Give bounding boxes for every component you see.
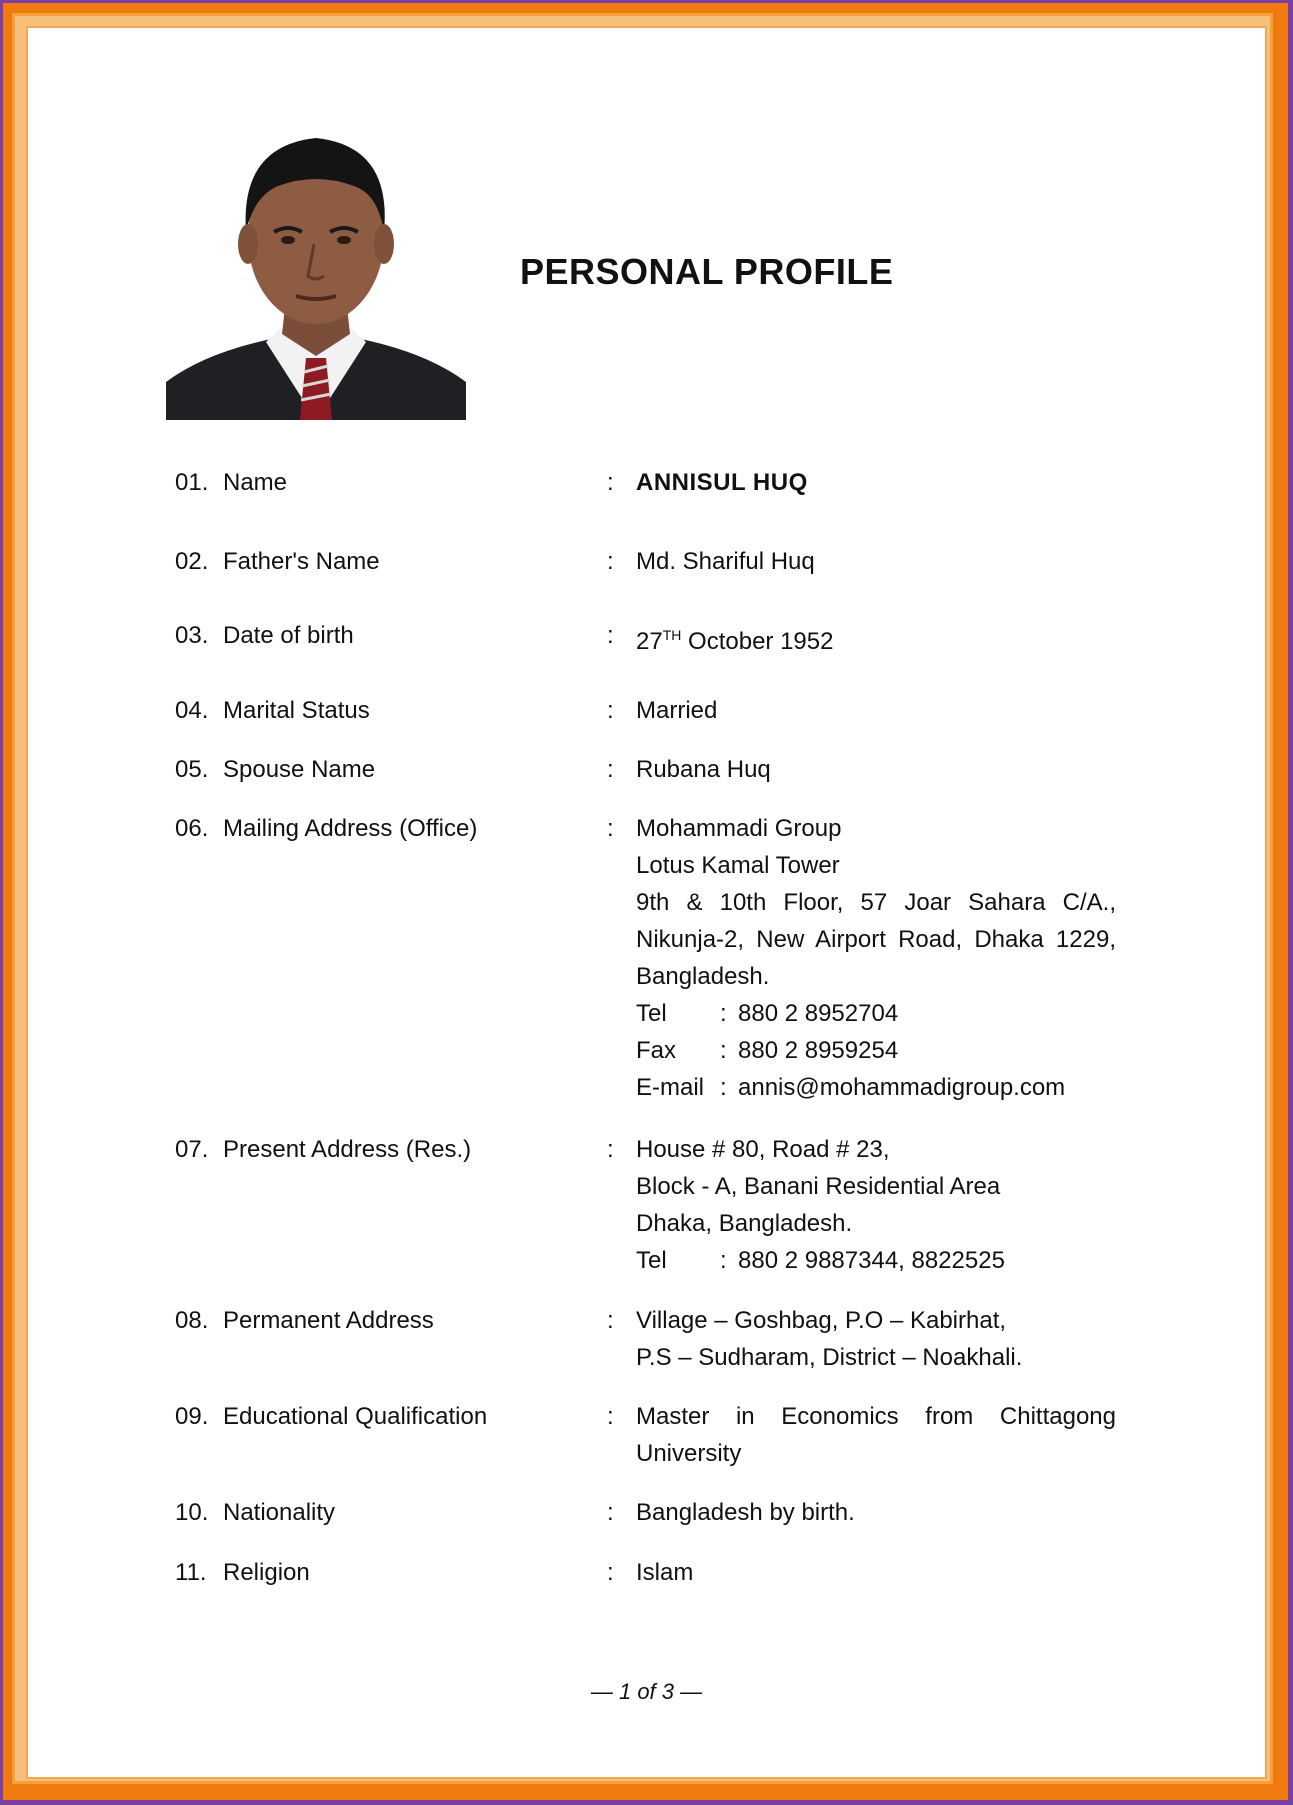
field-colon: : <box>607 697 614 724</box>
field-colon: : <box>607 1403 614 1430</box>
field-value: Md. Shariful Huq <box>636 548 815 575</box>
field-colon: : <box>607 1499 614 1526</box>
contact-label: Tel <box>636 1247 667 1274</box>
contact-tel <box>636 1242 1116 1279</box>
field-colon: : <box>607 1559 614 1586</box>
field-value: Rubana Huq <box>636 756 771 783</box>
field-number: 05. <box>175 756 209 783</box>
field-label: Educational Qualification <box>223 1403 488 1430</box>
field-label: Mailing Address (Office) <box>223 815 478 842</box>
dob-ordinal: TH <box>662 627 682 643</box>
field-number: 03. <box>175 622 209 649</box>
address-line: Village – Goshbag, P.O – Kabirhat, <box>636 1307 1007 1334</box>
address-line: Bangladesh. <box>636 963 770 990</box>
field-number: 02. <box>175 548 209 575</box>
field-label: Permanent Address <box>223 1307 434 1334</box>
field-colon: : <box>607 622 614 649</box>
field-label: Religion <box>223 1559 310 1586</box>
field-number: 04. <box>175 697 209 724</box>
contact-value: 880 2 9887344, 8822525 <box>738 1247 1005 1274</box>
contact-tel <box>636 995 1116 1032</box>
field-value: ANNISUL HUQ <box>636 469 808 496</box>
page-number: — 1 of 3 — <box>590 1679 703 1704</box>
field-number: 09. <box>175 1403 209 1430</box>
contact-colon: : <box>720 1074 727 1101</box>
address-line: P.S – Sudharam, District – Noakhali. <box>636 1344 1023 1371</box>
field-value: Married <box>636 697 718 724</box>
contact-value: annis@mohammadigroup.com <box>738 1074 1066 1101</box>
field-value <box>636 810 1116 1106</box>
contact-label: Tel <box>636 1000 667 1027</box>
field-number: 06. <box>175 815 209 842</box>
contact-label: Fax <box>636 1037 677 1064</box>
contact-colon: : <box>720 1037 727 1064</box>
dob-day: 27 <box>636 628 663 655</box>
contact-email <box>636 1069 1116 1106</box>
address-line: 9th & 10th Floor, 57 Joar Sahara C/A., <box>636 889 1116 916</box>
field-value <box>636 617 1116 660</box>
field-value <box>636 1398 1116 1472</box>
address-line: Mohammadi Group <box>636 815 842 842</box>
field-colon: : <box>607 548 614 575</box>
field-label: Present Address (Res.) <box>223 1136 472 1163</box>
field-value: Bangladesh by birth. <box>636 1499 855 1526</box>
contact-colon: : <box>720 1247 727 1274</box>
address-line: Nikunja-2, New Airport Road, Dhaka 1229, <box>636 926 1116 953</box>
field-value <box>636 1302 1116 1376</box>
field-label: Father's Name <box>223 548 380 575</box>
field-number: 08. <box>175 1307 209 1334</box>
field-label: Date of birth <box>223 622 354 649</box>
dob-month-year: October 1952 <box>681 628 834 655</box>
address-line: Lotus Kamal Tower <box>636 852 840 879</box>
contact-value: 880 2 8959254 <box>738 1037 899 1064</box>
field-label: Name <box>223 469 288 496</box>
contact-colon: : <box>720 1000 727 1027</box>
page-title: PERSONAL PROFILE <box>520 251 894 292</box>
field-colon: : <box>607 469 614 496</box>
field-value <box>636 1131 1116 1279</box>
contact-fax <box>636 1032 1116 1069</box>
address-line: Block - A, Banani Residential Area <box>636 1173 1001 1200</box>
education-line: Master in Economics from Chittagong <box>636 1403 1116 1430</box>
contact-label: E-mail <box>636 1074 705 1101</box>
address-line: Dhaka, Bangladesh. <box>636 1210 853 1237</box>
profile-photo <box>166 120 466 420</box>
field-colon: : <box>607 1136 614 1163</box>
field-colon: : <box>607 1307 614 1334</box>
address-line: House # 80, Road # 23, <box>636 1136 890 1163</box>
field-label: Marital Status <box>223 697 370 724</box>
field-colon: : <box>607 756 614 783</box>
field-number: 01. <box>175 469 209 496</box>
field-number: 07. <box>175 1136 209 1163</box>
field-label: Nationality <box>223 1499 336 1526</box>
education-line: University <box>636 1440 742 1467</box>
field-colon: : <box>607 815 614 842</box>
field-number: 11. <box>175 1559 207 1586</box>
contact-value: 880 2 8952704 <box>738 1000 899 1027</box>
profile-photo-illustration <box>166 120 466 420</box>
field-label: Spouse Name <box>223 756 376 783</box>
field-number: 10. <box>175 1499 209 1526</box>
field-value: Islam <box>636 1559 694 1586</box>
